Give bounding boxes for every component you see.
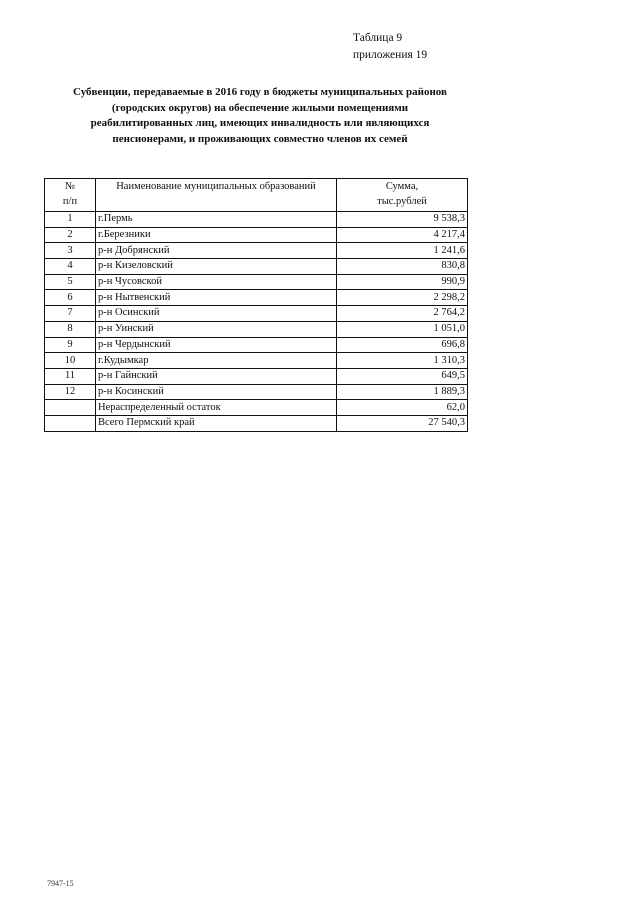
row-number-empty [45,400,96,416]
row-number: 4 [45,259,96,275]
row-number: 3 [45,243,96,259]
table-row [45,368,468,384]
amount: 4 217,4 [337,227,468,243]
amount: 9 538,3 [337,212,468,228]
amount: 990,9 [337,274,468,290]
table-row [45,337,468,353]
row-number: 8 [45,321,96,337]
unallocated-label: Нераспределенный остаток [96,400,337,416]
title-line-2: (городских округов) на обеспечение жилыми помещениями [111,101,409,114]
document-code: 7947-15 [47,879,74,888]
unallocated-row [45,400,468,416]
table-number: Таблица 9 [353,32,403,44]
municipality-name: р-н Косинский [96,384,337,400]
column-header-sum-line2: тыс.рублей [377,196,427,207]
table-row [45,353,468,369]
municipality-name: р-н Добрянский [96,243,337,259]
municipality-name: г.Пермь [96,212,337,228]
municipality-name: р-н Гайнский [96,368,337,384]
municipality-name: г.Березники [96,227,337,243]
row-number: 1 [45,212,96,228]
total-label: Всего Пермский край [96,415,337,431]
row-number: 10 [45,353,96,369]
municipality-name: р-н Осинский [96,306,337,322]
amount: 1 241,6 [337,243,468,259]
column-header-sum [337,179,468,212]
row-number: 11 [45,368,96,384]
municipality-name: р-н Нытвенский [96,290,337,306]
amount: 1 889,3 [337,384,468,400]
appendix-reference: приложения 19 [353,49,428,61]
amount: 2 764,2 [337,306,468,322]
municipality-name: р-н Чусовской [96,274,337,290]
municipality-name: р-н Уинский [96,321,337,337]
table-row [45,290,468,306]
title-line-4: пенсионерами, и проживающих совместно членов их семей [112,132,408,145]
table-row [45,243,468,259]
column-header-number-line1: № [64,181,76,192]
row-number: 6 [45,290,96,306]
table-header-row [45,179,468,212]
column-header-number-line2: п/п [62,196,78,207]
subsidies-table [44,178,468,432]
municipality-name: р-н Кизеловский [96,259,337,275]
row-number: 12 [45,384,96,400]
row-number-empty [45,415,96,431]
row-number: 9 [45,337,96,353]
municipality-name: р-н Чердынский [96,337,337,353]
total-amount: 27 540,3 [337,415,468,431]
column-header-name: Наименование муниципальных образований [96,179,337,212]
row-number: 7 [45,306,96,322]
amount: 649,5 [337,368,468,384]
title-line-1: Субвенции, передаваемые в 2016 году в бюджеты муниципальных районов [73,86,447,98]
document-title [40,85,480,147]
table-reference [353,30,427,64]
table-row [45,212,468,228]
unallocated-amount: 62,0 [337,400,468,416]
table-row [45,274,468,290]
title-line-3: реабилитированных лиц, имеющих инвалидность или являющихся [90,117,430,129]
total-row [45,415,468,431]
table-row [45,384,468,400]
table-row [45,227,468,243]
amount: 1 310,3 [337,353,468,369]
table-row [45,259,468,275]
municipality-name: г.Кудымкар [96,353,337,369]
amount: 1 051,0 [337,321,468,337]
table-row [45,321,468,337]
column-header-sum-line1: Сумма, [385,181,419,192]
row-number: 5 [45,274,96,290]
amount: 2 298,2 [337,290,468,306]
row-number: 2 [45,227,96,243]
amount: 830,8 [337,259,468,275]
column-header-number [45,179,96,212]
table-row [45,306,468,322]
amount: 696,8 [337,337,468,353]
